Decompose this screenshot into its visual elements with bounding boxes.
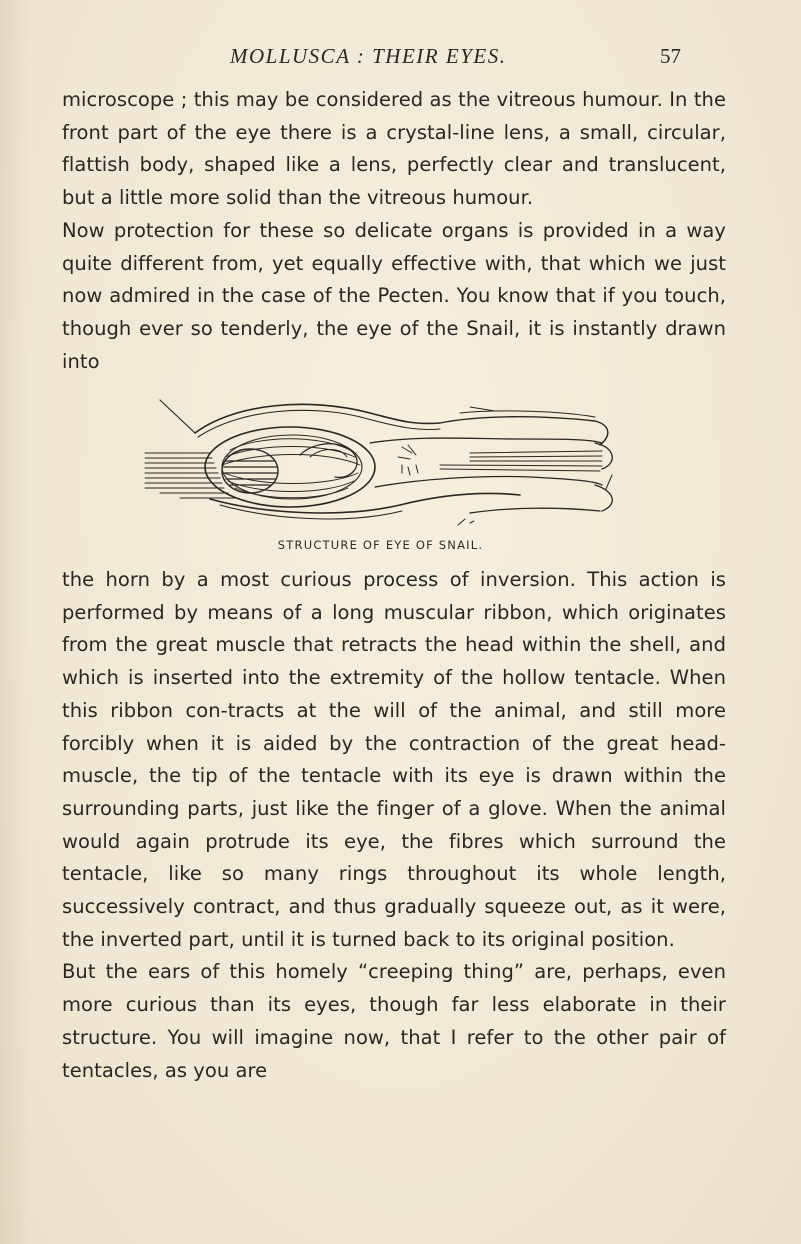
running-title: MOLLUSCA : THEIR EYES. [230,44,507,68]
page-header [0,44,801,76]
paragraph: Now protection for these so delicate organs is provided in a way quite different from, yet equally effective with, that which we just now admired in the case of the Pecten. You know that if you touch, though ever so tenderly, the eye of the Snail, it is instantly drawn into [62,218,726,373]
snail-eye-illustration [140,395,620,530]
paragraph: microscope ; this may be considered as the vitreous humour. In the front part of the eye there is a crystal-line lens, a small, circular, flattish body, shaped like a lens, perfectly clear and translucent, but a little more solid than the vitreous humour. [62,88,726,210]
paragraph: the horn by a most curious process of inversion. This action is performed by means of a long muscular ribbon, which originates from the great muscle that retracts the head within the shell, and which is inserted into the extremity of the hollow tentacle. When this ribbon con-tracts at the will of the animal, and still more forcibly when it is aided by the contraction of the great head-muscle, the tip of the tentacle with its eye is drawn within the surrounding parts, just like the finger of a glove. When the animal would again protrude its eye, the fibres which surround the tentacle, like so many rings throughout its whole length, successively contract, and thus gradually squeeze out, as it were, the inverted part, until it is turned back to its original position. [62,568,726,951]
body-text-bottom [62,564,726,1087]
figure-caption [0,538,801,552]
snail-eye-engraving [140,395,620,530]
page-number: 57 [660,44,681,68]
paragraph: But the ears of this homely “creeping thing” are, perhaps, even more curious than its eyes, though far less elaborate in their structure. You will imagine now, that I refer to the other pair of tentacles, as you are [62,960,726,1082]
figure-caption-text: STRUCTURE OF EYE OF SNAIL. [277,538,484,552]
body-text-top [62,84,726,378]
